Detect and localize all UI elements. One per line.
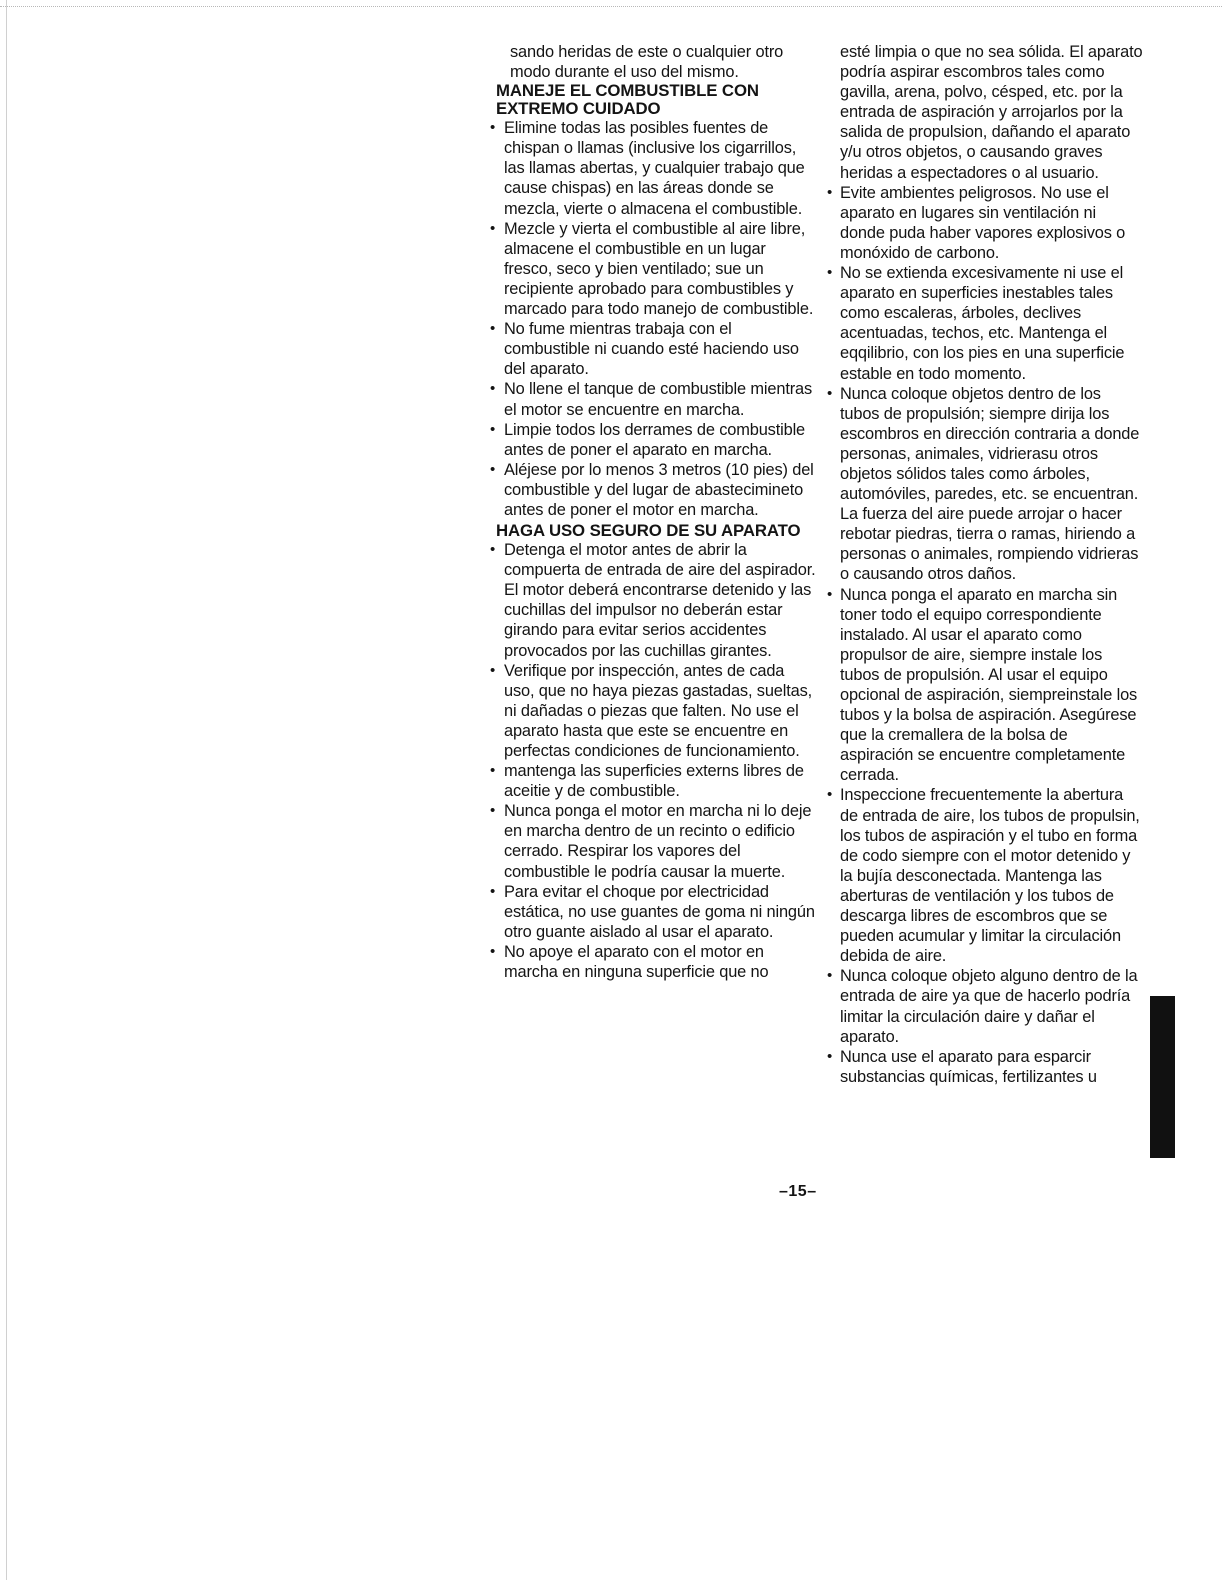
list-item: • mantenga las superficies externs libres de aceitie y de combustible. — [486, 761, 816, 801]
right-safety-list — [827, 183, 1143, 1087]
list-item: • Nunca use el aparato para esparcir substancias químicas, fertilizantes u — [827, 1047, 1143, 1087]
list-item: • Inspeccione frecuentemente la abertura de entrada de aire, los tubos de propulsin, los tubos de aspiración y el tubo en forma de codo siempre con el motor detenido y la bujía desconectada. Mantenga las aberturas de ventilación y los tubos de descarga libres de escombros que se pueden acumular y limitar la circulación debida de aire. — [827, 785, 1143, 966]
list-item: • Aléjese por lo menos 3 metros (10 pies) del combustible y del lugar de abastecimineto antes de poner el motor en marcha. — [486, 460, 816, 520]
list-item: • Para evitar el choque por electricidad estática, no use guantes de goma ni ningún otro guante aislado al usar el aparato. — [486, 882, 816, 942]
list-item: • No fume mientras trabaja con el combustible ni cuando esté haciendo uso del aparato. — [486, 319, 816, 379]
page-number: –15– — [779, 1183, 817, 1200]
list-item: • Verifique por inspección, antes de cada uso, que no haya piezas gastadas, sueltas, ni dañadas o piezas que falten. No use el aparato hasta que este se encuentre en perfectas condiciones de funcionamiento. — [486, 661, 816, 761]
list-item: • Nunca ponga el aparato en marcha sin toner todo el equipo correspondiente instalado. Al usar el aparato como propulsor de aire, siempre instale los tubos de propulsión. Al usar el equipo opcional de aspiración, siempreinstale los tubos y la bolsa de aspiración. Asegúrese que la cremallera de la bolsa de aspiración se encuentre completamente cerrada. — [827, 585, 1143, 786]
heading-fuel-handling: MANEJE EL COMBUSTIBLE CON EXTREMO CUIDADO — [496, 81, 759, 119]
left-intro-text: sando heridas de este o cualquier otro modo durante el uso del mismo. — [510, 43, 784, 82]
list-item: • No apoye el aparato con el motor en marcha en ninguna superficie que no — [486, 942, 816, 982]
list-item: • No llene el tanque de combustible mientras el motor se encuentre en marcha. — [486, 379, 816, 419]
list-item: • Elimine todas las posibles fuentes de chispan o llamas (inclusive los cigarrillos, las llamas abertas, y cualquier trabajo que cause chispas) en las áreas donde se mezcla, vierte o almacena el combustible. — [486, 118, 816, 218]
heading-safe-use: HAGA USO SEGURO DE SU APARATO — [496, 521, 801, 541]
list-item: • Nunca coloque objetos dentro de los tubos de propulsión; siempre dirija los escombros en dirección contraria a donde personas, animales, vidrierasu otros objetos sólidos tales como árboles, automóviles, paredes, etc. se encuentran. La fuerza del aire puede arrojar o hacer rebotar piedras, tierra o ramas, hiriendo a personas o animales, rompiendo vidrieras o causando otros daños. — [827, 384, 1143, 585]
fuel-handling-list — [486, 118, 816, 520]
left-column — [486, 42, 816, 982]
scan-border-top — [0, 6, 1222, 7]
scan-border-left — [6, 0, 7, 1580]
list-item: • Limpie todos los derrames de combustible antes de poner el aparato en marcha. — [486, 420, 816, 460]
right-column — [827, 42, 1143, 1087]
section-tab-marker — [1150, 996, 1175, 1158]
list-item: • Nunca coloque objeto alguno dentro de la entrada de aire ya que de hacerlo podría limitar la circulación daire y dañar el aparato. — [827, 966, 1143, 1046]
list-item: • No se extienda excesivamente ni use el aparato en superficies inestables tales como escaleras, árboles, declives acentuadas, techos, etc. Mantenga el eqqilibrio, con los pies en una superficie estable en todo momento. — [827, 263, 1143, 384]
list-item: • Mezcle y vierta el combustible al aire libre, almacene el combustible en un lugar fresco, seco y bien ventilado; sue un recipiente aprobado para combustibles y marcado para todo manejo de combustible. — [486, 219, 816, 319]
list-item: • Detenga el motor antes de abrir la compuerta de entrada de aire del aspirador. El motor deberá encontrarse detenido y las cuchillas del impulsor no deberán estar girando para evitar serios accidentes provocados por las cuchillas girantes. — [486, 540, 816, 661]
list-item: • Evite ambientes peligrosos. No use el aparato en lugares sin ventilación ni donde puda haber vapores explosivos o monóxido de carbono. — [827, 183, 1143, 263]
right-intro-text: esté limpia o que no sea sólida. El aparato podría aspirar escombros tales como gavilla, arena, polvo, césped, etc. por la entrada de aspiración y arrojarlos por la salida de propulsion, dañando el aparato y/u otros objetos, o causando graves heridas a espectadores o al usuario. — [840, 43, 1143, 182]
list-item: • Nunca ponga el motor en marcha ni lo deje en marcha dentro de un recinto o edificio cerrado. Respirar los vapores del combustible le podría causar la muerte. — [486, 801, 816, 881]
safe-use-list — [486, 540, 816, 982]
